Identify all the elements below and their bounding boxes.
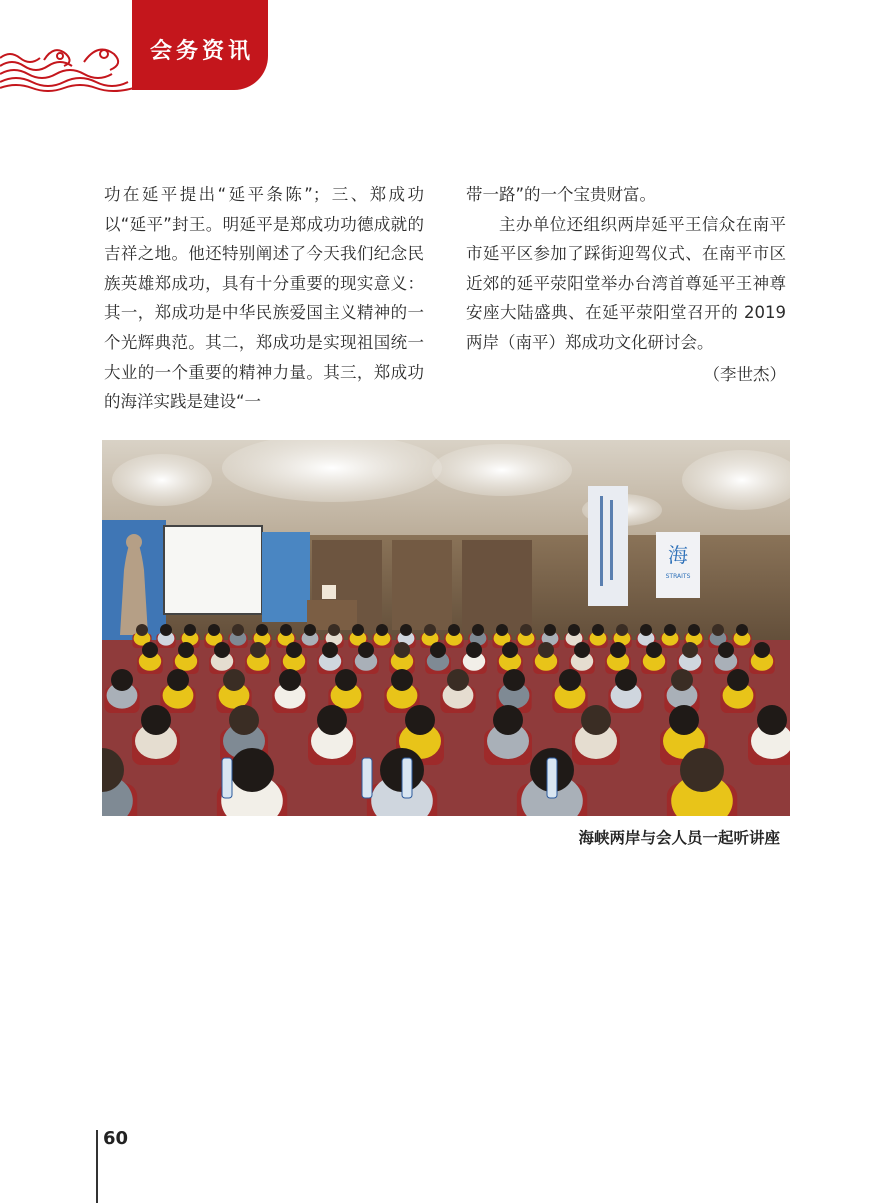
attendee-head	[280, 624, 292, 636]
attendee-head	[496, 624, 508, 636]
attendee-head	[447, 669, 469, 691]
pillar-banner	[588, 486, 628, 606]
attendee-head	[136, 624, 148, 636]
attendee-head	[286, 642, 302, 658]
attendee-head	[230, 748, 274, 792]
attendee-head	[279, 669, 301, 691]
page-divider	[96, 1130, 98, 1203]
straits-banner-logo: 海	[668, 543, 688, 567]
section-title: 会务资讯	[150, 38, 255, 64]
attendee-head	[640, 624, 652, 636]
attendee-head	[304, 624, 316, 636]
attendee-head	[610, 642, 626, 658]
attendee-head	[184, 624, 196, 636]
attendee-head	[448, 624, 460, 636]
attendee-head	[328, 624, 340, 636]
lecture-photo	[102, 440, 790, 816]
attendee-head	[615, 669, 637, 691]
attendee-head	[757, 705, 787, 735]
attendee-head	[466, 642, 482, 658]
article-paragraph: 功在延平提出“延平条陈”；三、郑成功以“延平”封王。明延平是郑成功功德成就的吉祥之地。他还特别阐述了今天我们纪念民族英雄郑成功，具有十分重要的现实意义：其一，郑成功是中华民族爱国主义精神的一个光辉典范。其二，郑成功是实现祖国统一大业的一个重要的精神力量。其三，郑成功的海洋实践是建设“一	[104, 185, 424, 412]
lecture-hall-illustration	[102, 440, 790, 816]
chandelier	[112, 454, 212, 506]
water-bottle	[402, 758, 412, 798]
attendee-head	[669, 705, 699, 735]
article-left-column	[104, 180, 424, 417]
attendee-head	[581, 705, 611, 735]
attendee-head	[394, 642, 410, 658]
attendee-head	[208, 624, 220, 636]
attendee-head	[502, 642, 518, 658]
attendee-head	[391, 669, 413, 691]
attendee-head	[680, 748, 724, 792]
section-tab	[132, 0, 268, 90]
attendee-head	[592, 624, 604, 636]
article-right-column	[466, 180, 786, 389]
photo-caption: 海峡两岸与会人员一起听讲座	[578, 829, 780, 847]
attendee-head	[223, 669, 245, 691]
attendee-head	[616, 624, 628, 636]
water-bottle	[222, 758, 232, 798]
attendee-head	[574, 642, 590, 658]
attendee-head	[688, 624, 700, 636]
attendee-head	[559, 669, 581, 691]
attendee-head	[256, 624, 268, 636]
attendee-head	[358, 642, 374, 658]
attendee-head	[493, 705, 523, 735]
water-bottle	[362, 758, 372, 798]
attendee-head	[424, 624, 436, 636]
attendee-head	[142, 642, 158, 658]
attendee-head	[727, 669, 749, 691]
attendee-head	[111, 669, 133, 691]
attendee-head	[376, 624, 388, 636]
attendee-head	[167, 669, 189, 691]
attendee-head	[160, 624, 172, 636]
attendee-head	[754, 642, 770, 658]
attendee-head	[568, 624, 580, 636]
attendee-head	[718, 642, 734, 658]
attendee-head	[405, 705, 435, 735]
attendee-head	[141, 705, 171, 735]
chandelier	[432, 444, 572, 496]
attendee-head	[664, 624, 676, 636]
attendee-head	[232, 624, 244, 636]
attendee-head	[214, 642, 230, 658]
attendee-head	[712, 624, 724, 636]
projection-screen	[164, 526, 262, 614]
attendee-head	[472, 624, 484, 636]
attendee-head	[682, 642, 698, 658]
attendee-head	[503, 669, 525, 691]
attendee-head	[229, 705, 259, 735]
water-bottle	[547, 758, 557, 798]
attendee-head	[322, 642, 338, 658]
attendee-head	[352, 624, 364, 636]
page-number: 60	[103, 1128, 129, 1149]
article-author: （李世杰）	[703, 364, 786, 384]
attendee-head	[736, 624, 748, 636]
straits-banner-brand: STRAITS	[665, 573, 691, 580]
attendee-head	[544, 624, 556, 636]
attendee-head	[430, 642, 446, 658]
attendee-head	[520, 624, 532, 636]
attendee-head	[250, 642, 266, 658]
article-paragraph-continuation: 带一路”的一个宝贵财富。	[466, 185, 657, 204]
article-paragraph: 主办单位还组织两岸延平王信众在南平市延平区参加了踩街迎驾仪式、在南平市区近郊的延平荥阳堂举办台湾首尊延平王神尊安座大陆盛典、在延平荥阳堂召开的 2019 两岸（南平）郑成功文化研讨会。	[466, 214, 786, 352]
attendee-head	[178, 642, 194, 658]
attendee-head	[400, 624, 412, 636]
attendee-head	[335, 669, 357, 691]
wave-ornament-icon	[0, 40, 134, 92]
attendee-head	[538, 642, 554, 658]
attendee-head	[671, 669, 693, 691]
attendee-head	[646, 642, 662, 658]
attendee-head	[317, 705, 347, 735]
